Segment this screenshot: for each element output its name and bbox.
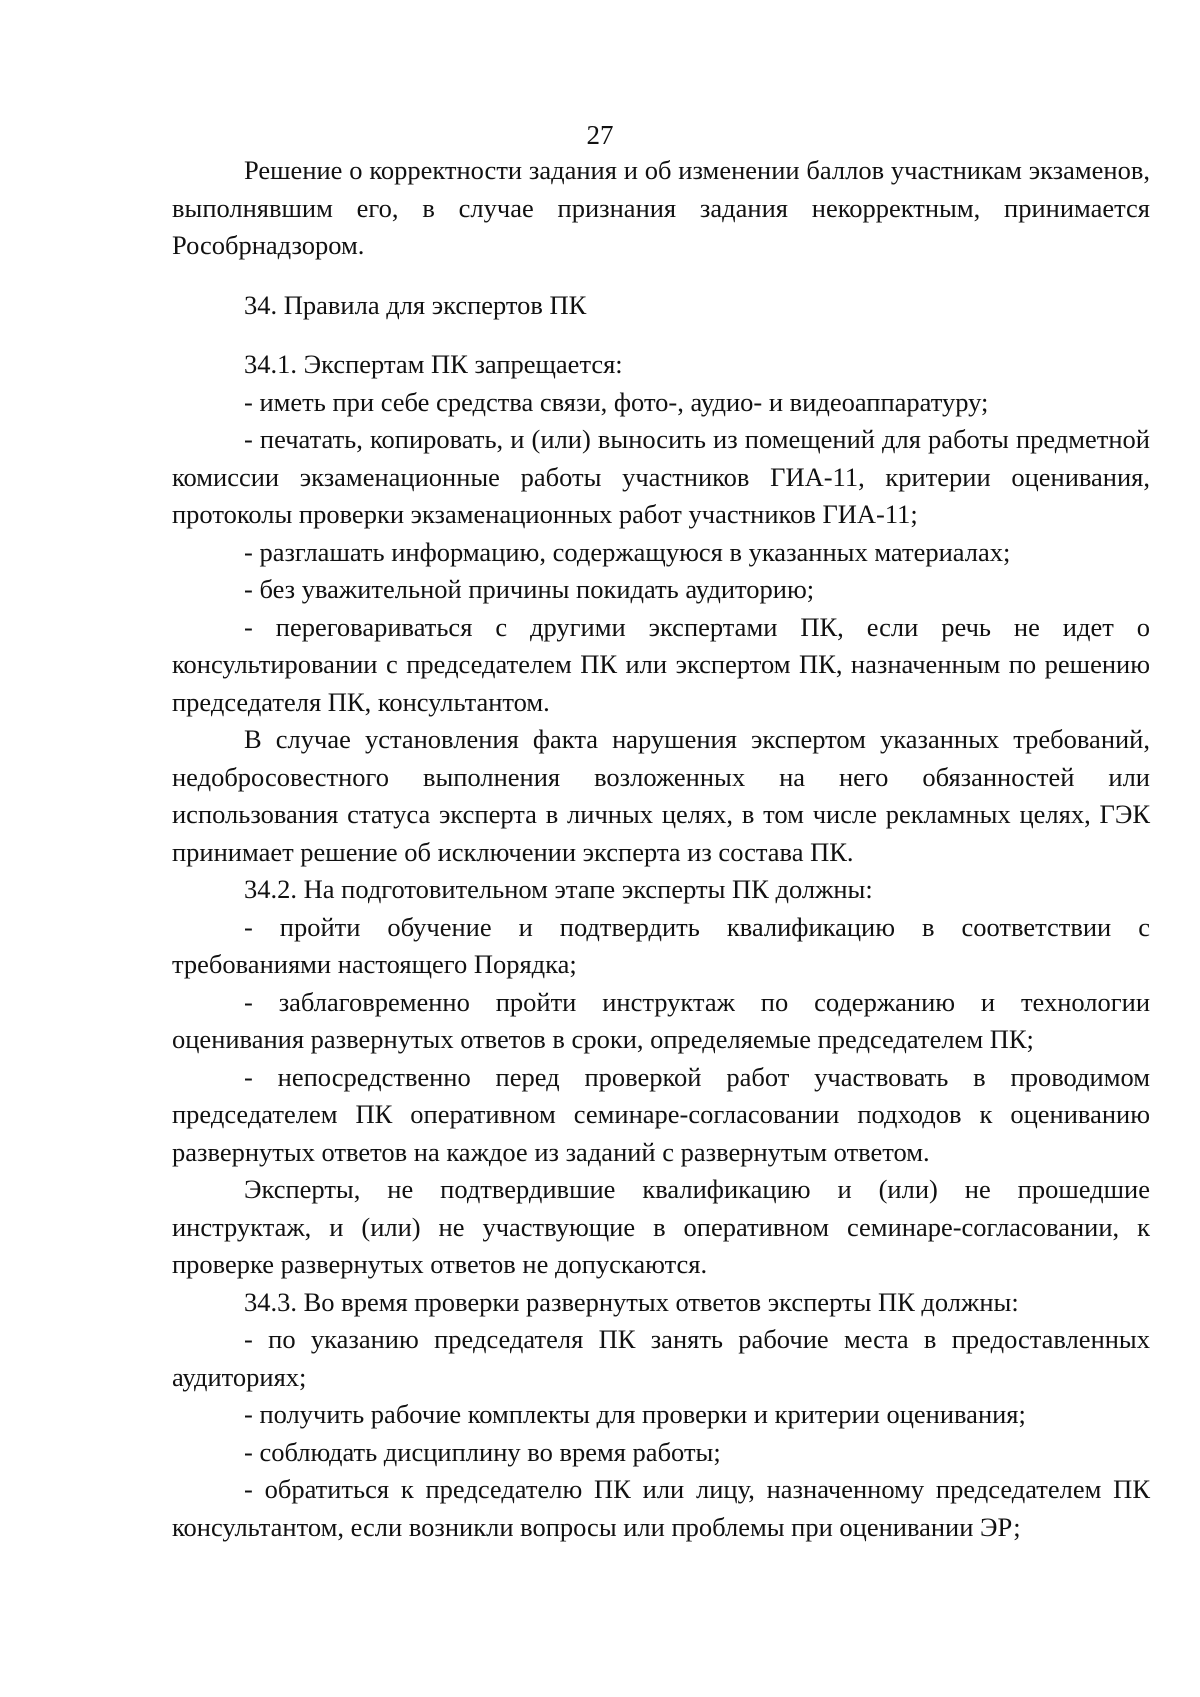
list-item: - обратиться к председателю ПК или лицу, назначенному председателем ПК консультантом, если возникли вопросы или проблемы при оценивании ЭР; xyxy=(172,1474,1150,1542)
list-item: - соблюдать дисциплину во время работы; xyxy=(244,1436,721,1467)
list-item: - непосредственно перед проверкой работ участвовать в проводимом председателем ПК оперативном семинаре-согласовании подходов к оцениванию развернутых ответов на каждое из заданий с развернутым ответом. xyxy=(172,1061,1150,1167)
list-item: - разглашать информацию, содержащуюся в указанных материалах; xyxy=(244,536,1011,567)
list-item: - печатать, копировать, и (или) выносить из помещений для работы предметной комиссии экзаменационные работы участников ГИА-11, критерии оценивания, протоколы проверки экзаменационных работ участников ГИА-11; xyxy=(172,424,1150,529)
paragraph-decision: Решение о корректности задания и об изменении баллов участникам экзаменов, выполнявшим его, в случае признания задания некорректным, принимается Рособрнадзором. xyxy=(172,155,1150,260)
subsection-heading-34-3: 34.3. Во время проверки развернутых ответов эксперты ПК должны: xyxy=(244,1286,1019,1317)
list-item: - без уважительной причины покидать аудиторию; xyxy=(244,574,815,604)
page-number: 27 xyxy=(586,120,614,150)
list-item: - иметь при себе средства связи, фото-, аудио- и видеоаппаратуру; xyxy=(244,386,989,417)
subsection-heading-34-1: 34.1. Экспертам ПК запрещается: xyxy=(244,349,623,379)
paragraph-violation: В случае установления факта нарушения экспертом указанных требований, недобросовестного выполнения возложенных на него обязанностей или использования статуса эксперта в личных целях, в том числе рекламных целях, ГЭК принимает решение об исключении эксперта из состава ПК. xyxy=(172,724,1150,867)
section-heading-34: 34. Правила для экспертов ПК xyxy=(244,289,587,320)
list-item: - по указанию председателя ПК занять рабочие места в предоставленных аудиториях; xyxy=(172,1324,1150,1392)
list-item: - получить рабочие комплекты для проверки и критерии оценивания; xyxy=(244,1399,1026,1429)
list-item: - переговариваться с другими экспертами ПК, если речь не идет о консультировании с председателем ПК или экспертом ПК, назначенным по решению председателя ПК, консультантом. xyxy=(172,611,1150,717)
document-body xyxy=(172,152,1150,1546)
paragraph-admission: Эксперты, не подтвердившие квалификацию и (или) не прошедшие инструктаж, и (или) не участвующие в оперативном семинаре-согласовании, к проверке развернутых ответов не допускаются. xyxy=(172,1174,1150,1279)
list-item: - заблаговременно пройти инструктаж по содержанию и технологии оценивания развернутых ответов в сроки, определяемые председателем ПК; xyxy=(172,986,1150,1054)
subsection-heading-34-2: 34.2. На подготовительном этапе эксперты ПК должны: xyxy=(244,874,873,904)
list-item: - пройти обучение и подтвердить квалификацию в соответствии с требованиями настоящего Порядка; xyxy=(172,911,1150,979)
